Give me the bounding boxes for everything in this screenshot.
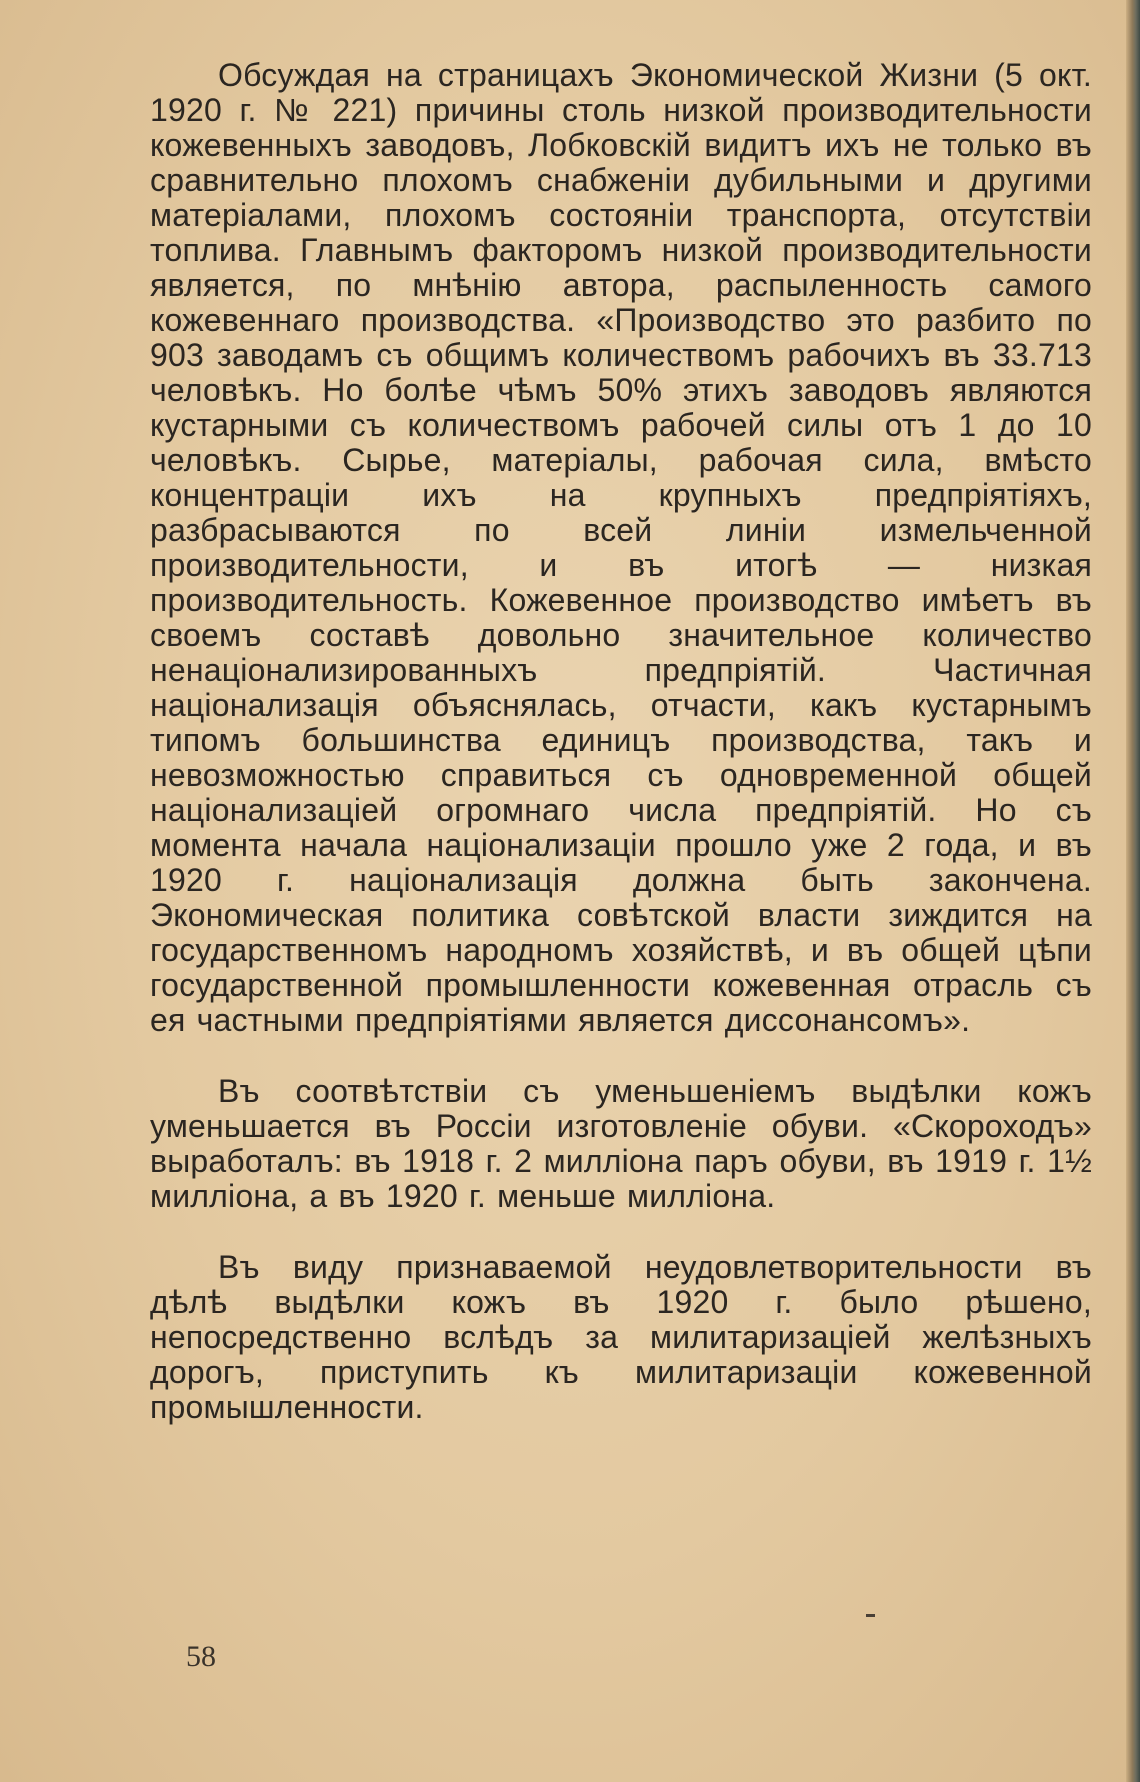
page-edge-shadow: [1126, 0, 1140, 1782]
paragraph-3: Въ виду признаваемой неудовлетворительности въ дѣлѣ выдѣлки кожъ въ 1920 г. было рѣшено, непосредственно вслѣдъ за милитаризаціей желѣзныхъ дорогъ, приступить къ милитаризаціи кожевенной промышленности.: [150, 1249, 1092, 1425]
page-number: 58: [186, 1640, 216, 1673]
paragraph-2: Въ соотвѣтствіи съ уменьшеніемъ выдѣлки кожъ уменьшается въ Россіи изготовленіе обуви. «Скороходъ» выработалъ: въ 1918 г. 2 милліона паръ обуви, въ 1919 г. 1½ милліона, а въ 1920 г. меньше милліона.: [150, 1073, 1092, 1214]
paragraph-1: Обсуждая на страницахъ Экономической Жизни (5 окт. 1920 г. № 221) причины столь низкой производительности кожевенныхъ заводовъ, Лобковскій видитъ ихъ не только въ сравнительно плохомъ снабженіи дубильными и другими матеріалами, плохомъ состояніи транспорта, отсутствіи топлива. Главнымъ факторомъ низкой производительности является, по мнѣнію автора, распыленность самого кожевеннаго производства. «Производство это разбито по 903 заводамъ съ общимъ количествомъ рабочихъ въ 33.713 человѣкъ. Но болѣе чѣмъ 50% этихъ заводовъ являются кустарными съ количествомъ рабочей силы отъ 1 до 10 человѣкъ. Сырье, матеріалы, рабочая сила, вмѣсто концентраціи ихъ на крупныхъ предпріятіяхъ, разбрасываются по всей линіи измельченной производительности, и въ итогѣ — низкая производительность. Кожевенное производство имѣетъ въ своемъ составѣ довольно значительное количество ненаціонализированныхъ предпріятій. Частичная націонализація объяснялась, отчасти, какъ кустарнымъ типомъ большинства единицъ производства, такъ и невозможностью справиться съ одновременной общей націонализаціей огромнаго числа предпріятій. Но съ момента начала націонализаціи прошло уже 2 года, и въ 1920 г. націонализація должна быть закончена. Экономическая политика совѣтской власти зиждится на государственномъ народномъ хозяйствѣ, и въ общей цѣпи государственной промышленности кожевенная отрасль съ ея частными предпріятіями является диссонансомъ».: [150, 57, 1092, 1038]
ink-mark: [866, 1614, 875, 1617]
body-text: [150, 58, 1092, 1425]
